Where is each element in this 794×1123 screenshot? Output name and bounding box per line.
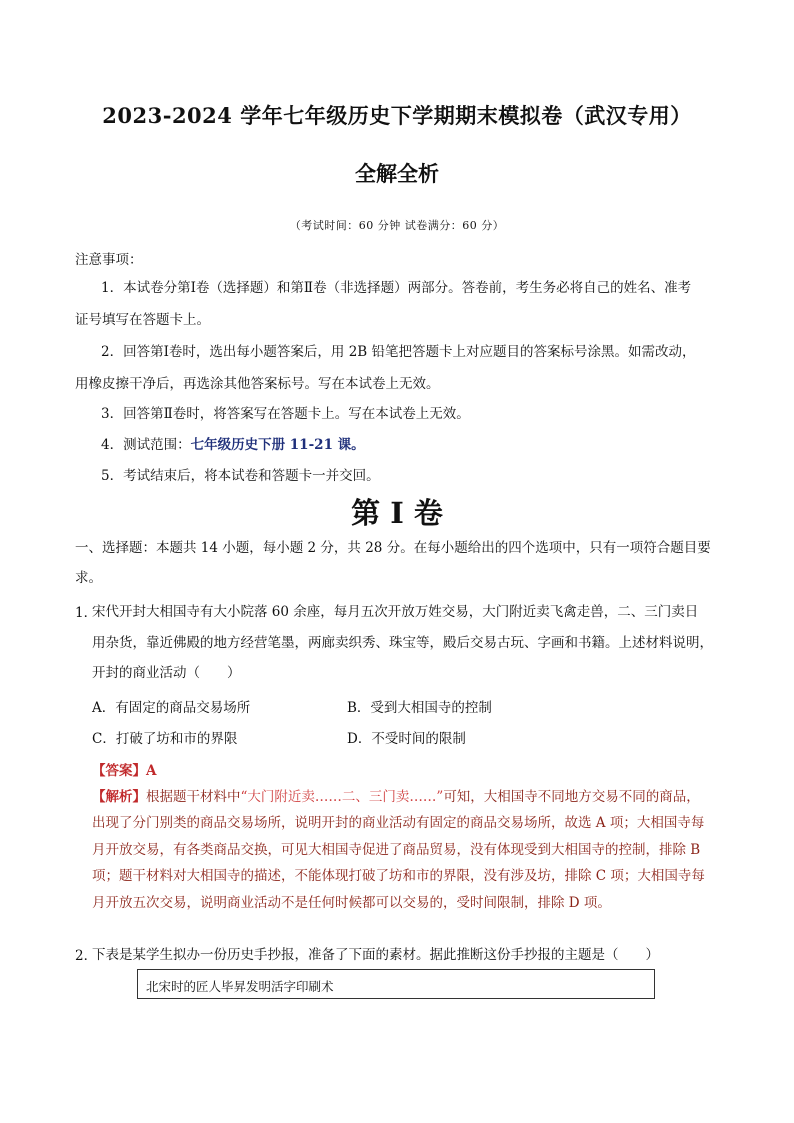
section-title: 第 I 卷 xyxy=(351,496,443,530)
question-1-stem-2: 用杂货，靠近佛殿的地方经营笔墨，两廊卖织秀、珠宝等，殿后交易古玩、字画和书籍。上述材料说明， xyxy=(92,635,713,651)
analysis-line-5: 月开放五次交易，说明商业活动不是任何时候都可以交易的，受时间限制，排除 D 项。 xyxy=(92,894,611,911)
material-box xyxy=(137,969,655,999)
analysis-line-1a: 根据题干材料中 xyxy=(146,789,241,805)
notice-item-3: 3．回答第Ⅱ卷时，将答案写在答题卡上。写在本试卷上无效。 xyxy=(101,406,470,422)
question-2-number: 2． xyxy=(75,948,98,964)
section-intro-cont: 求。 xyxy=(75,570,102,586)
option-b: B．受到大相国寺的控制 xyxy=(347,700,492,716)
notice-item-4 xyxy=(75,434,725,457)
analysis xyxy=(92,784,727,916)
option-a: A．有固定的商品交易场所 xyxy=(92,700,251,716)
analysis-line-4: 项；题干材料对大相国寺的描述，不能体现打破了坊和市的界限，没有涉及坊，排除 C 项；大相国寺每 xyxy=(92,868,705,885)
analysis-line-1b: 可知，大相国寺不同地方交易不同的商品， xyxy=(443,789,700,805)
notice-heading: 注意事项： xyxy=(75,252,143,268)
material-text: 北宋时的匠人毕昇发明活字印刷术 xyxy=(146,979,334,994)
analysis-quote: “大门附近卖……二、三门卖……” xyxy=(240,789,444,805)
analysis-line-3: 月开放交易，有各类商品交换，可见大相国寺促进了商品贸易，没有体现受到大相国寺的控制，排除 B xyxy=(92,841,701,858)
option-c: C．打破了坊和市的界限 xyxy=(92,731,238,747)
analysis-line-2: 出现了分门别类的商品交易场所，说明开封的商业活动有固定的商品交易场所，故选 A 项；大相国寺每 xyxy=(92,815,705,832)
page-title: 2023-2024 学年七年级历史下学期期末模拟卷（武汉专用） xyxy=(102,103,692,128)
notice-item-2: 2．回答第Ⅰ卷时，选出每小题答案后，用 2B 铅笔把答题卡上对应题目的答案标号涂黑。如需改动， xyxy=(101,344,696,360)
question-1-number: 1． xyxy=(75,605,98,621)
notice-item-2-cont: 用橡皮擦干净后，再选涂其他答案标号。写在本试卷上无效。 xyxy=(75,376,440,392)
test-scope: 七年级历史下册 11-21 课。 xyxy=(190,437,365,453)
exam-meta: （考试时间：60 分钟 试卷满分：60 分） xyxy=(289,219,505,232)
answer: 【答案】A xyxy=(92,763,157,779)
analysis-tag: 【解析】 xyxy=(92,789,146,805)
notice-item-5: 5．考试结束后，将本试卷和答题卡一并交回。 xyxy=(101,468,380,484)
page-subtitle: 全解全析 xyxy=(355,161,439,186)
notice-item-1: 1．本试卷分第Ⅰ卷（选择题）和第Ⅱ卷（非选择题）两部分。答卷前，考生务必将自己的姓名、准考 xyxy=(101,280,692,296)
notice-item-1-cont: 证号填写在答题卡上。 xyxy=(75,312,210,328)
question-2-stem: 下表是某学生拟办一份历史手抄报，准备了下面的素材。据此推断这份手抄报的主题是（ ） xyxy=(92,947,659,963)
notice-item-4-prefix: 4．测试范围： xyxy=(101,437,191,453)
question-1-stem-3: 开封的商业活动（ ） xyxy=(92,665,241,681)
option-d: D．不受时间的限制 xyxy=(347,731,466,747)
question-1-stem: 宋代开封大相国寺有大小院落 60 余座，每月五次开放万姓交易，大门附近卖飞禽走兽，二、三门卖日 xyxy=(92,604,699,620)
section-intro: 一、选择题：本题共 14 小题，每小题 2 分，共 28 分。在每小题给出的四个选项中，只有一项符合题目要 xyxy=(75,540,711,556)
